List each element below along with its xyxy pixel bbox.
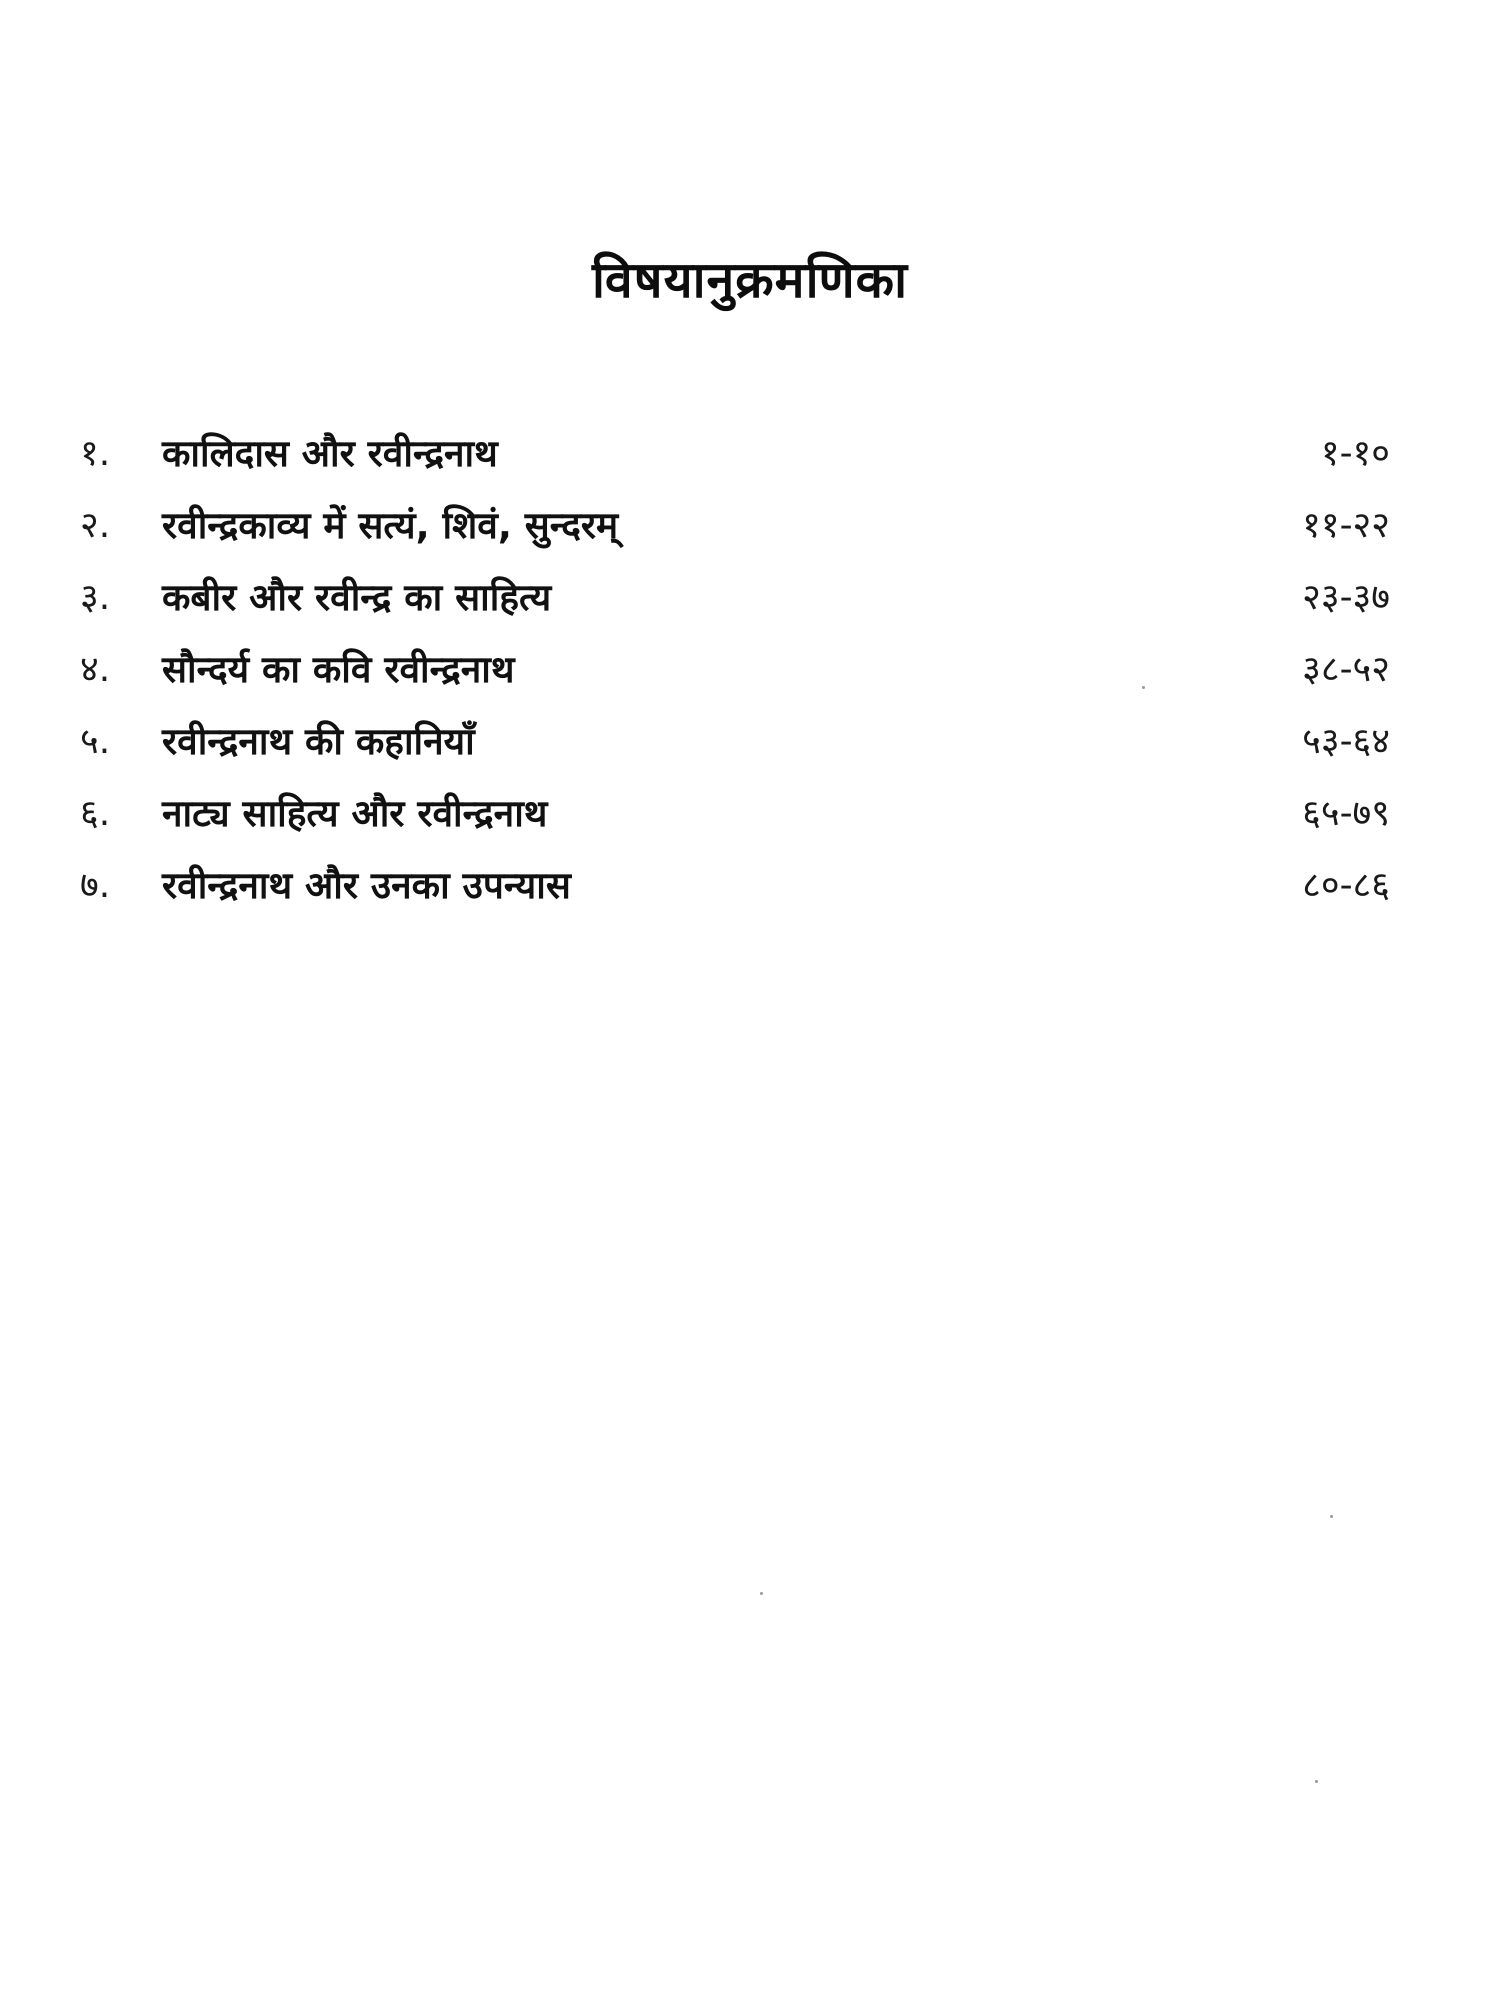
toc-row [80,634,1390,706]
scan-speck [760,1592,763,1595]
chapter-number: ७. [80,865,111,906]
chapter-page-range: १-१० [1320,433,1390,474]
toc-row [80,706,1390,778]
chapter-number: ५. [80,721,111,762]
scan-speck [1330,1515,1333,1518]
chapter-title: सौन्दर्य का कवि रवीन्द्रनाथ [162,648,515,691]
page-title: विषयानुक्रमणिका [591,251,909,309]
toc-row [80,562,1390,634]
chapter-number: ३. [80,577,111,618]
chapter-title: रवीन्द्रनाथ और उनका उपन्यास [162,864,571,907]
chapter-title: रवीन्द्रकाव्य में सत्यं, शिवं, सुन्दरम् [162,504,619,547]
chapter-page-range: ११-२२ [1302,505,1390,546]
chapter-page-range: ८०-८६ [1302,865,1390,906]
chapter-title: कबीर और रवीन्द्र का साहित्य [162,576,552,619]
chapter-number: ६. [80,793,111,834]
toc-row [80,490,1390,562]
chapter-page-range: ६५-७९ [1302,793,1390,834]
chapter-page-range: ५३-६४ [1302,721,1390,762]
toc-row [80,778,1390,850]
toc-row [80,418,1390,490]
chapter-number: २. [80,505,111,546]
chapter-page-range: ३८-५२ [1302,649,1390,690]
toc-row [80,850,1390,922]
chapter-page-range: २३-३७ [1302,577,1390,618]
chapter-title: रवीन्द्रनाथ की कहानियाँ [162,720,475,763]
chapter-number: ४. [80,649,111,690]
table-of-contents [80,418,1390,922]
chapter-title: कालिदास और रवीन्द्रनाथ [162,432,498,475]
scan-speck [1315,1780,1318,1783]
chapter-number: १. [80,433,111,474]
chapter-title: नाट्य साहित्य और रवीन्द्रनाथ [162,792,548,835]
scan-speck [1142,686,1145,689]
